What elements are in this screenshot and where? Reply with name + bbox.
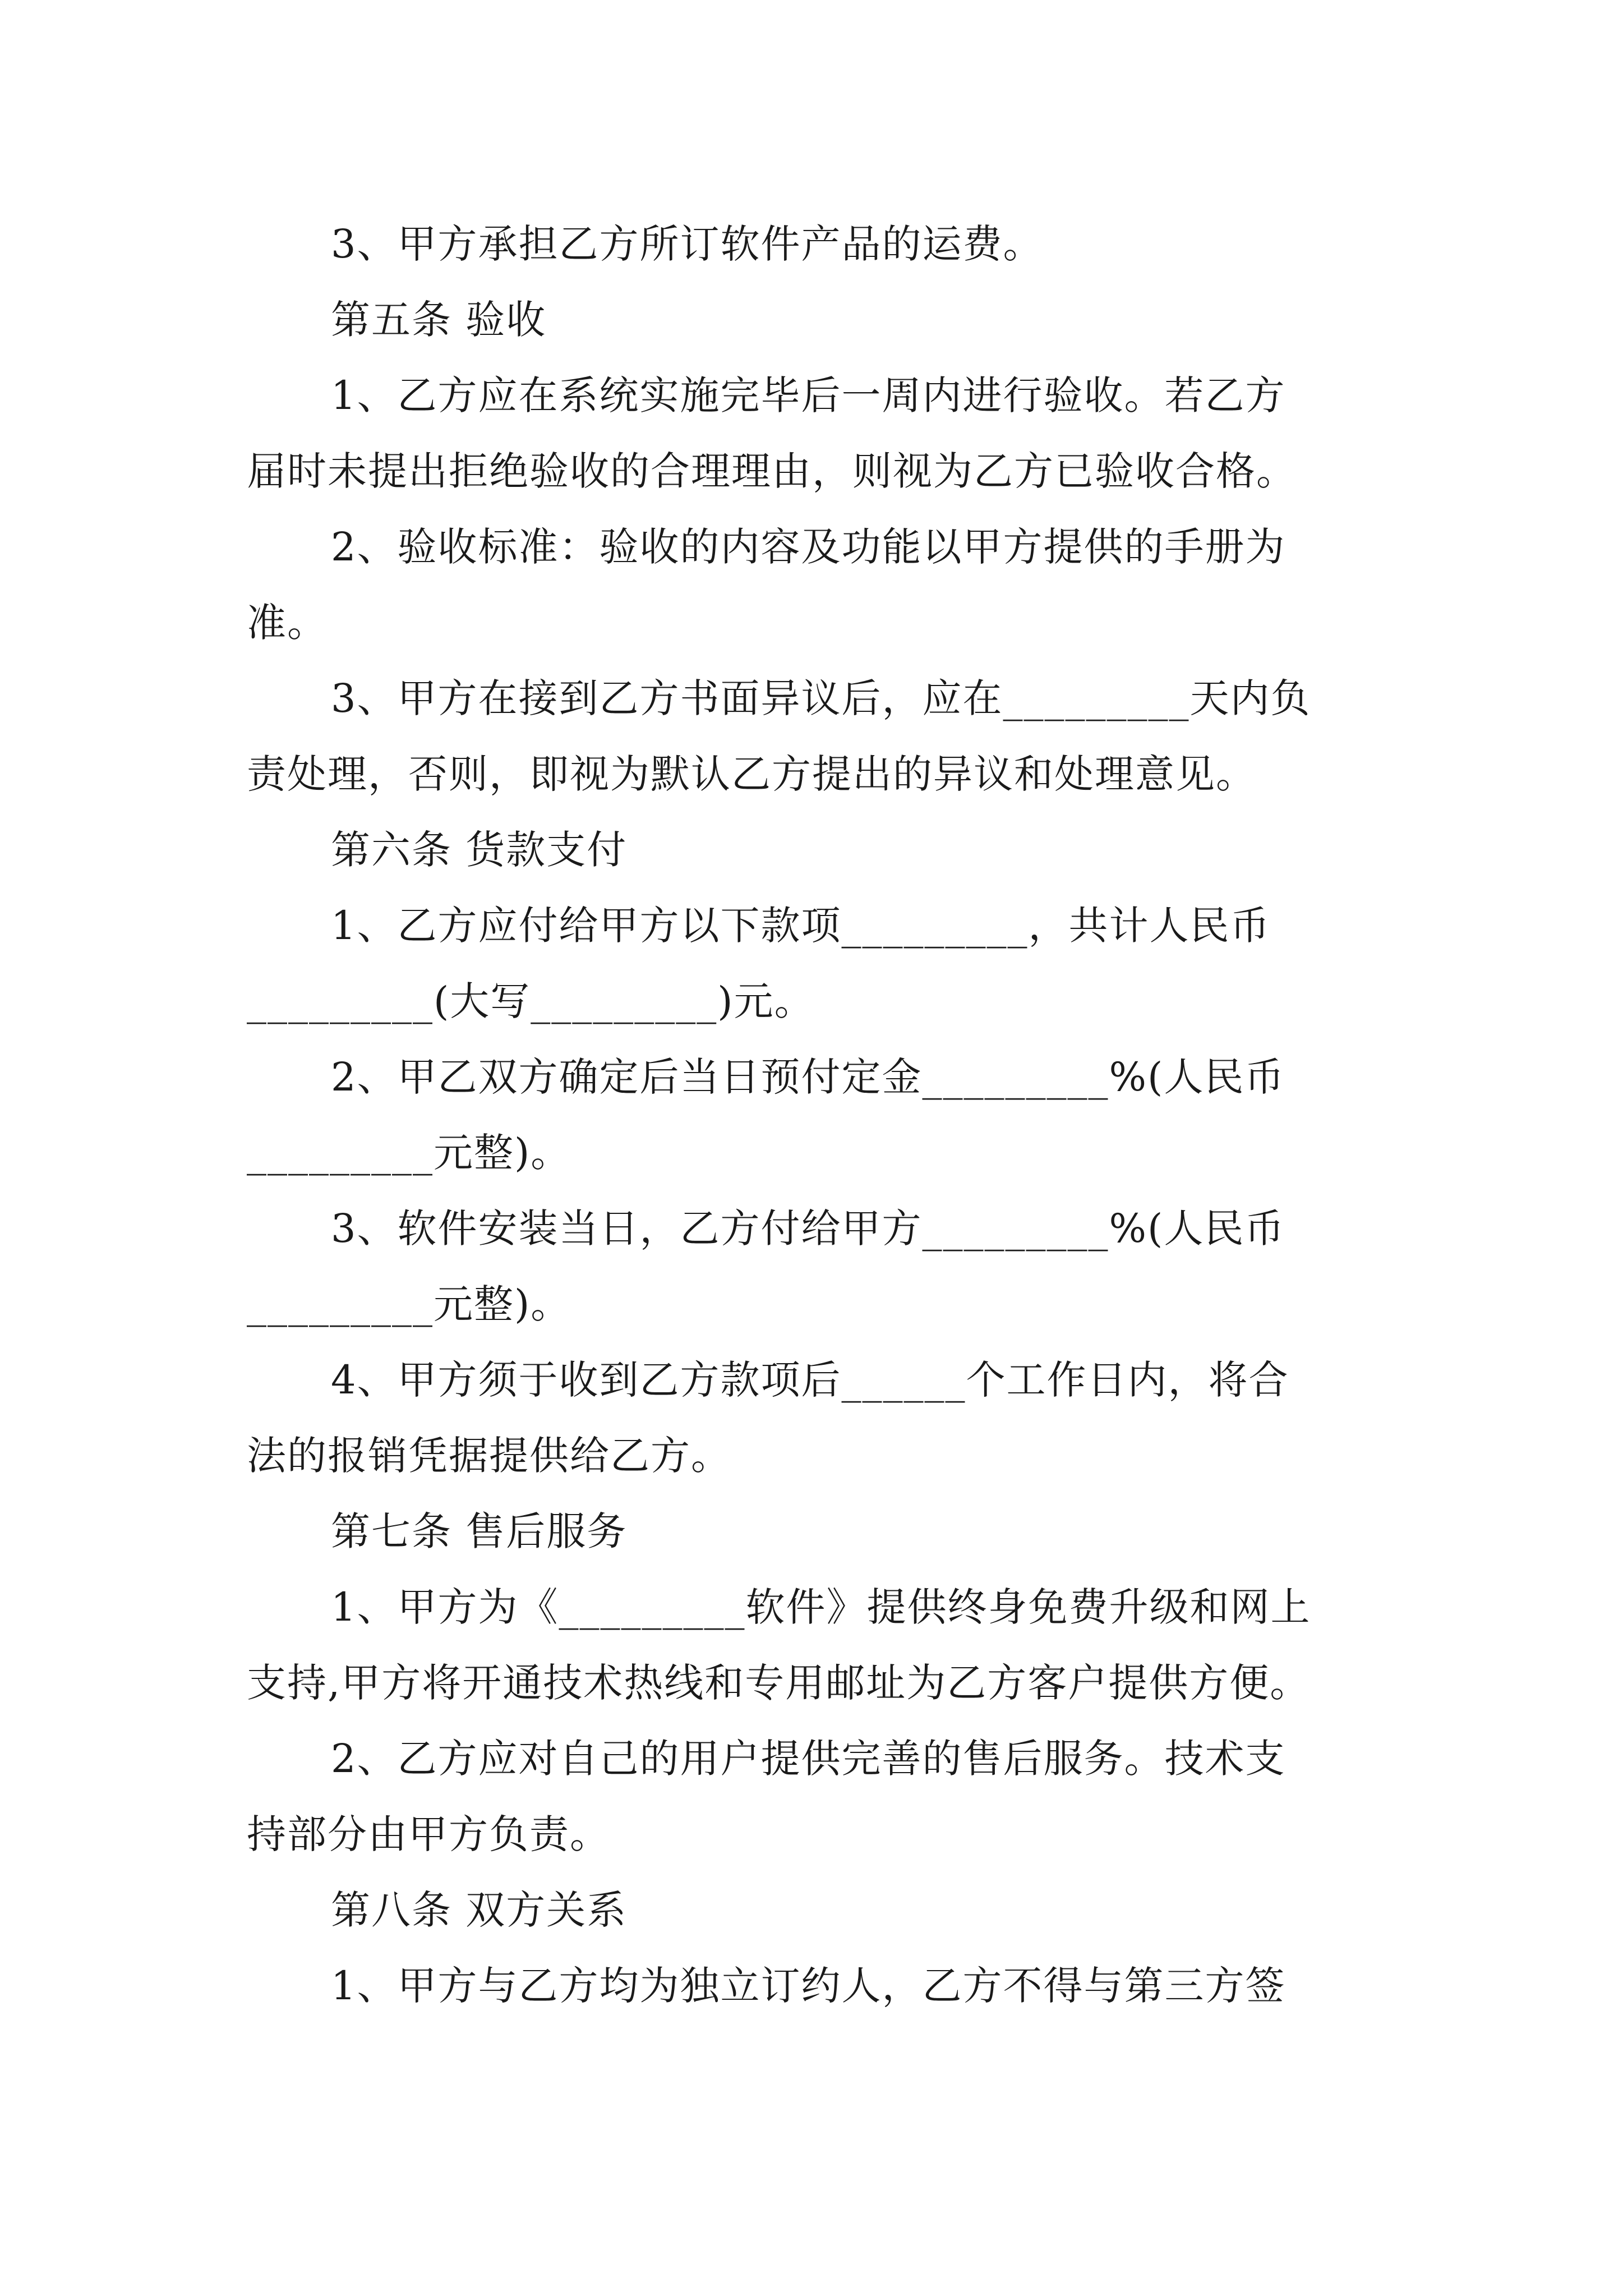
section-heading: 第七条 售后服务: [331, 1508, 628, 1554]
section-heading: 第六条 货款支付: [331, 827, 628, 873]
section-heading: 第八条 双方关系: [331, 1887, 628, 1933]
text-line: 支持,甲方将开通技术热线和专用邮址为乙方客户提供方便。: [247, 1660, 1311, 1706]
section-heading: 第五条 验收: [331, 297, 547, 343]
text-line: 1、甲方为《_________软件》提供终身免费升级和网上: [331, 1584, 1311, 1630]
text-line: 2、乙方应对自己的用户提供完善的售后服务。技术支: [331, 1736, 1286, 1782]
text-line: 3、甲方承担乙方所订软件产品的运费。: [331, 221, 1044, 267]
text-line: 法的报销凭据提供给乙方。: [247, 1433, 731, 1479]
text-line: _________(大写_________)元。: [247, 978, 815, 1024]
text-line: 1、乙方应在系统实施完毕后一周内进行验收。若乙方: [331, 372, 1286, 418]
text-line: 准。: [247, 600, 328, 646]
text-line: 责处理，否则，即视为默认乙方提出的异议和处理意见。: [247, 751, 1256, 797]
text-line: 持部分由甲方负责。: [247, 1811, 610, 1857]
text-line: 3、软件安装当日，乙方付给甲方_________%(人民币: [331, 1205, 1285, 1251]
text-line: 4、甲方须于收到乙方款项后______个工作日内，将合: [331, 1357, 1289, 1403]
text-line: 1、甲方与乙方均为独立订约人，乙方不得与第三方签: [331, 1963, 1286, 2009]
text-line: _________元整)。: [247, 1130, 571, 1176]
text-line: 3、甲方在接到乙方书面异议后，应在_________天内负: [331, 675, 1311, 721]
text-line: 1、乙方应付给甲方以下款项_________，共计人民币: [331, 903, 1271, 949]
text-line: 2、甲乙双方确定后当日预付定金_________%(人民币: [331, 1054, 1285, 1100]
text-line: 2、验收标准：验收的内容及功能以甲方提供的手册为: [331, 524, 1286, 570]
text-line: 届时未提出拒绝验收的合理理由，则视为乙方已验收合格。: [247, 448, 1297, 494]
text-line: _________元整)。: [247, 1281, 571, 1327]
